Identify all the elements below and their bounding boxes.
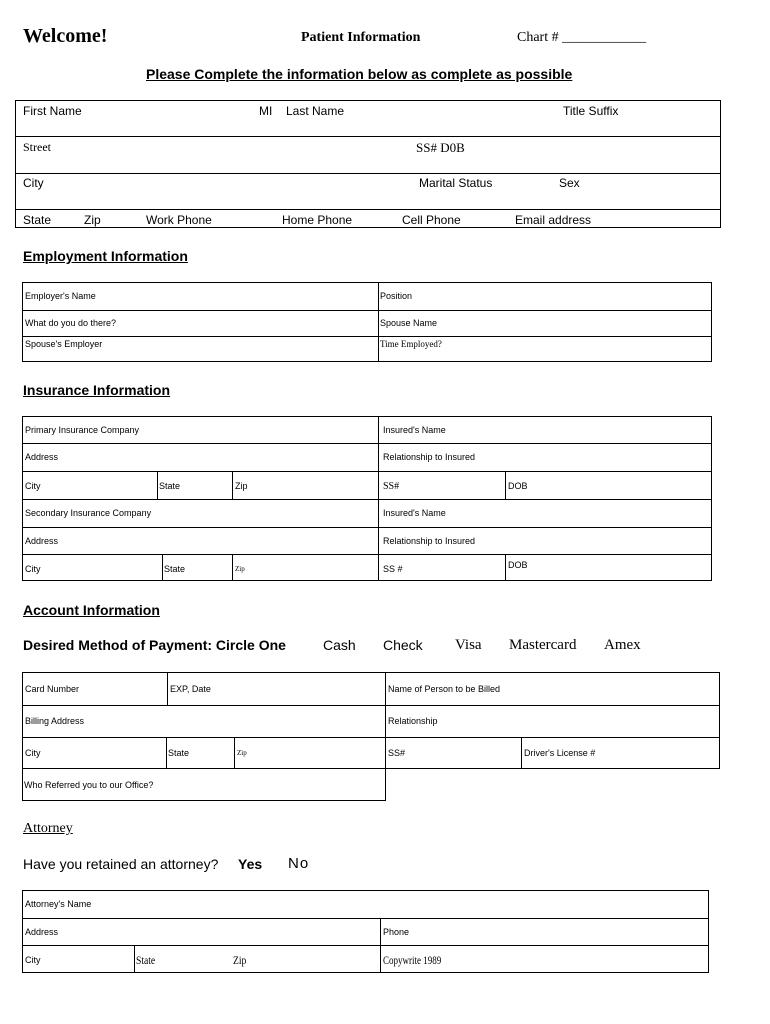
payment-mastercard[interactable]: Mastercard [509, 637, 577, 653]
attorney-zip-field[interactable]: Zip [233, 953, 247, 967]
insurance-state-2-field[interactable]: State [164, 564, 186, 574]
payment-visa[interactable]: Visa [455, 637, 482, 653]
instructions: Please Complete the information below as complete as possible [146, 66, 573, 82]
payment-cash[interactable]: Cash [323, 637, 356, 653]
secondary-insurance-field[interactable]: Secondary Insurance Company [25, 508, 152, 518]
payment-amex[interactable]: Amex [604, 637, 641, 653]
billing-address-field[interactable]: Billing Address [25, 716, 85, 726]
insurance-address-field[interactable]: Address [25, 452, 59, 462]
insurance-dob-2-field[interactable]: DOB [508, 560, 528, 570]
drivers-license-field[interactable]: Driver's License # [524, 748, 596, 758]
spouse-employer-field[interactable]: Spouse's Employer [25, 339, 103, 349]
employer-name-field[interactable]: Employer's Name [25, 291, 96, 301]
chart-number: Chart # ____________ [517, 30, 647, 45]
first-name-field[interactable]: First Name [23, 104, 82, 118]
insurance-zip-field[interactable]: Zip [235, 481, 248, 491]
zip-field[interactable]: Zip [84, 213, 101, 227]
ss-dob-field[interactable]: SS# D0B [416, 140, 465, 155]
attorney-yes[interactable]: Yes [238, 856, 263, 872]
email-field[interactable]: Email address [515, 213, 592, 227]
insurance-state-field[interactable]: State [159, 481, 181, 491]
spouse-name-field[interactable]: Spouse Name [380, 318, 438, 328]
relationship-2-field[interactable]: Relationship to Insured [383, 536, 476, 546]
time-employed-field[interactable]: Time Employed? [380, 339, 442, 349]
state-field[interactable]: State [23, 213, 52, 227]
home-phone-field[interactable]: Home Phone [282, 213, 353, 227]
attorney-name-field[interactable]: Attorney's Name [25, 899, 92, 909]
work-phone-field[interactable]: Work Phone [146, 213, 212, 227]
insurance-ss-field[interactable]: SS# [383, 481, 400, 492]
account-state-field[interactable]: State [168, 748, 190, 758]
insurance-heading: Insurance Information [23, 382, 171, 398]
what-do-field[interactable]: What do you do there? [25, 318, 117, 328]
employment-heading: Employment Information [23, 248, 188, 264]
marital-status-field[interactable]: Marital Status [419, 176, 493, 190]
attorney-city-field[interactable]: City [25, 955, 41, 965]
insurance-address-2-field[interactable]: Address [25, 536, 59, 546]
account-table [22, 672, 720, 769]
account-heading: Account Information [23, 602, 160, 618]
attorney-phone-field[interactable]: Phone [383, 927, 410, 937]
insurance-city-field[interactable]: City [25, 481, 41, 491]
insured-name-field[interactable]: Insured's Name [383, 425, 446, 435]
welcome-heading: Welcome! [23, 25, 108, 47]
insurance-zip-2-field[interactable]: Zip [235, 565, 245, 573]
insurance-dob-field[interactable]: DOB [508, 481, 528, 491]
account-city-field[interactable]: City [25, 748, 41, 758]
attorney-address-field[interactable]: Address [25, 927, 59, 937]
account-zip-field[interactable]: Zip [237, 749, 247, 757]
card-number-field[interactable]: Card Number [25, 684, 80, 694]
account-ss-field[interactable]: SS# [388, 748, 406, 758]
attorney-heading: Attorney [23, 821, 73, 836]
title-suffix-field[interactable]: Title Suffix [563, 104, 619, 118]
city-field[interactable]: City [23, 176, 44, 190]
billed-person-field[interactable]: Name of Person to be Billed [388, 684, 501, 694]
referred-field[interactable]: Who Referred you to our Office? [24, 780, 154, 790]
primary-insurance-field[interactable]: Primary Insurance Company [25, 425, 140, 435]
cell-phone-field[interactable]: Cell Phone [402, 213, 461, 227]
attorney-question: Have you retained an attorney? [23, 856, 219, 872]
insured-name-2-field[interactable]: Insured's Name [383, 508, 446, 518]
attorney-state-field[interactable]: State [136, 953, 156, 967]
position-field[interactable]: Position [380, 291, 413, 301]
last-name-field[interactable]: Last Name [286, 104, 345, 118]
mi-field[interactable]: MI [259, 104, 273, 118]
exp-date-field[interactable]: EXP, Date [170, 684, 211, 694]
sex-field[interactable]: Sex [559, 176, 580, 190]
insurance-ss-2-field[interactable]: SS # [383, 564, 403, 574]
insurance-city-2-field[interactable]: City [25, 564, 41, 574]
account-relationship-field[interactable]: Relationship [388, 716, 438, 726]
copyright-notice: Copywrite 1989 [383, 953, 442, 967]
page-title: Patient Information [301, 30, 421, 45]
attorney-no[interactable]: No [288, 855, 310, 872]
employment-table [22, 282, 712, 362]
payment-check[interactable]: Check [383, 637, 423, 653]
street-field[interactable]: Street [23, 140, 51, 154]
payment-method-label: Desired Method of Payment: Circle One [23, 637, 286, 653]
relationship-field[interactable]: Relationship to Insured [383, 452, 476, 462]
attorney-table [22, 890, 709, 973]
